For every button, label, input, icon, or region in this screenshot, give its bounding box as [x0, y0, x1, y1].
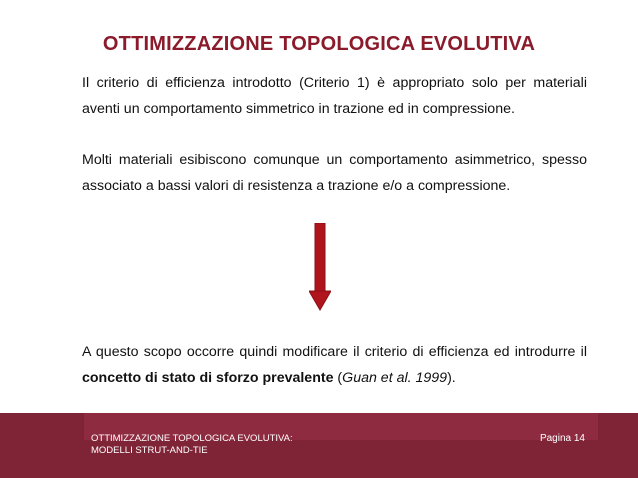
paragraph-prevailing-stress [82, 339, 587, 391]
down-arrow-icon [309, 223, 331, 311]
slide-title: OTTIMIZZAZIONE TOPOLOGICA EVOLUTIVA [102, 33, 536, 55]
footer-line-2: MODELLI STRUT-AND-TIE [91, 445, 208, 456]
paragraph-efficiency-criterion: Il criterio di efficienza introdotto (Criterio 1) è appropriato solo per materiali aventi un comportamento simmetrico in trazione ed in compressione. [82, 75, 587, 117]
paragraph-asymmetric-materials: Molti materiali esibiscono comunque un comportamento asimmetrico, spesso associato a bassi valori di resistenza a trazione e/o a compressione. [82, 152, 587, 194]
paragraph-prevailing-stress-text: A questo scopo occorre quindi modificare il criterio di efficienza ed introdurre il [82, 344, 587, 360]
page-number: Pagina 14 [539, 433, 585, 444]
citation-open: ( [333, 370, 343, 386]
footer-bar [0, 413, 638, 478]
footer-line-1: OTTIMIZZAZIONE TOPOLOGICA EVOLUTIVA: [91, 433, 293, 444]
citation-reference: Guan et al. 1999 [342, 370, 448, 386]
footer-course-title [91, 433, 293, 457]
citation-close: ). [447, 370, 456, 386]
prevailing-stress-concept: concetto di stato di sforzo prevalente [82, 370, 334, 386]
